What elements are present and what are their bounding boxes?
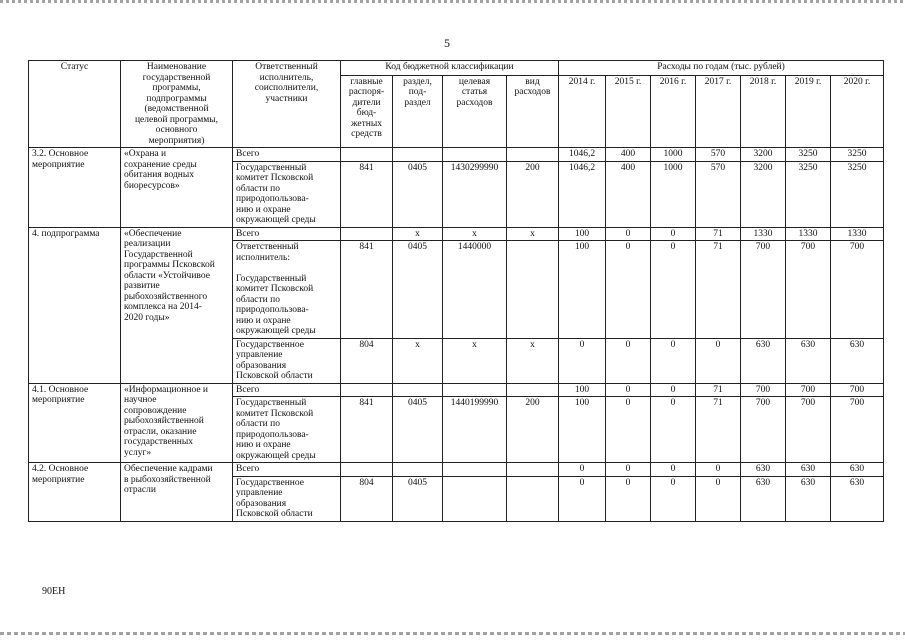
expense-value-cell: 0	[606, 241, 651, 339]
grbs-cell	[341, 227, 393, 241]
text-line: Государственный	[236, 162, 307, 173]
expense-value-cell: 630	[831, 476, 884, 521]
expense-value-cell: 700	[786, 241, 831, 339]
text-line: сохранение среды	[124, 159, 197, 170]
status-cell	[29, 148, 121, 228]
text-line: «Охрана и	[124, 149, 167, 159]
responsible-cell	[233, 476, 341, 521]
text-line: области по	[236, 419, 280, 429]
expense-value-cell: 0	[651, 383, 696, 397]
expense-value-cell: 0	[606, 383, 651, 397]
header-csr	[443, 75, 507, 147]
scan-edge-top	[0, 0, 905, 3]
expense-value-cell: 700	[741, 397, 786, 463]
csr-cell: 1430299990	[443, 161, 507, 227]
table-body	[29, 148, 884, 522]
expense-value-cell: 570	[696, 148, 741, 162]
text-line: области по	[236, 183, 280, 194]
expense-value-cell: 400	[606, 161, 651, 227]
expense-value-cell: 630	[831, 463, 884, 477]
expense-value-cell: 0	[651, 338, 696, 383]
text-line: Наименование	[146, 62, 207, 72]
text-line: управление	[236, 350, 283, 360]
expense-value-cell: 0	[559, 338, 606, 383]
text-line: Обеспечение кадрами	[124, 464, 213, 474]
rzpr-cell: 0405	[393, 397, 443, 463]
grbs-cell: 804	[341, 476, 393, 521]
expense-value-cell: 700	[831, 241, 884, 339]
header-year: 2018 г.	[741, 75, 786, 147]
text-line: Государственный	[236, 398, 307, 408]
header-status: Статус	[29, 61, 121, 148]
header-grbs	[341, 75, 393, 147]
expense-value-cell: 3250	[786, 161, 831, 227]
expense-value-cell: 0	[606, 463, 651, 477]
expense-value-cell: 0	[606, 227, 651, 241]
header-year: 2019 г.	[786, 75, 831, 147]
expense-value-cell: 0	[651, 476, 696, 521]
grbs-cell: 841	[341, 397, 393, 463]
program-name-cell	[121, 383, 233, 463]
text-line: подпрограммы	[146, 93, 207, 104]
text-line: соисполнители,	[254, 83, 319, 93]
text-line: комплекса на 2014-	[124, 302, 202, 312]
text-line: образования	[236, 498, 287, 509]
scan-edge-bottom	[0, 632, 905, 635]
text-line: жетных	[350, 118, 383, 129]
header-program-name	[121, 61, 233, 148]
expense-value-cell: 630	[741, 338, 786, 383]
table-row	[29, 148, 884, 162]
expense-value-cell: 3200	[741, 161, 786, 227]
text-line: расходов	[456, 97, 493, 108]
rzpr-cell: 0405	[393, 161, 443, 227]
text-line: Всего	[236, 384, 260, 395]
text-line: нию и охране	[236, 315, 291, 326]
responsible-cell	[233, 148, 341, 162]
expense-value-cell: 630	[741, 476, 786, 521]
expense-value-cell: 700	[831, 397, 884, 463]
text-line: целевая	[458, 76, 491, 87]
text-line: 4.2. Основное	[32, 464, 89, 474]
header-year: 2020 г.	[831, 75, 884, 147]
csr-cell	[443, 383, 507, 397]
program-name-cell	[121, 148, 233, 228]
text-line: рыбохозяйственной	[124, 416, 204, 426]
text-line: дители	[352, 97, 381, 108]
text-line: Псковской области	[236, 371, 313, 381]
status-cell	[29, 463, 121, 522]
responsible-cell	[233, 463, 341, 477]
text-line: реализации	[124, 239, 171, 249]
table-row	[29, 227, 884, 241]
responsible-cell	[233, 383, 341, 397]
text-line: 2020 годы»	[124, 312, 170, 323]
expense-value-cell: 700	[786, 383, 831, 397]
vr-cell: 200	[507, 161, 559, 227]
vr-cell: х	[507, 227, 559, 241]
rzpr-cell	[393, 383, 443, 397]
responsible-cell	[233, 241, 341, 339]
responsible-cell	[233, 397, 341, 463]
expense-value-cell: 630	[831, 338, 884, 383]
text-line: в рыбохозяйственной	[124, 474, 211, 485]
vr-cell	[507, 463, 559, 477]
expense-value-cell: 1046,2	[559, 148, 606, 162]
expense-value-cell: 0	[606, 397, 651, 463]
responsible-cell	[233, 227, 341, 241]
grbs-cell: 841	[341, 161, 393, 227]
rzpr-cell: 0405	[393, 241, 443, 339]
text-line: программы,	[152, 83, 201, 93]
text-line: окружающей среды	[236, 215, 316, 225]
text-line: программы Псковской	[124, 260, 215, 270]
text-line: участники	[265, 93, 308, 104]
text-line: области по	[236, 294, 280, 305]
expense-value-cell: 100	[559, 227, 606, 241]
grbs-cell	[341, 383, 393, 397]
text-line: расходов	[514, 87, 551, 98]
rzpr-cell	[393, 463, 443, 477]
text-line: под-	[408, 87, 427, 98]
expense-value-cell: 700	[741, 241, 786, 339]
expense-value-cell: 0	[651, 463, 696, 477]
csr-cell	[443, 463, 507, 477]
header-year: 2016 г.	[651, 75, 696, 147]
page-number: 5	[444, 36, 450, 50]
table-row	[29, 383, 884, 397]
text-line: управление	[236, 488, 283, 498]
text-line: средств	[351, 129, 382, 140]
text-line: 4.1. Основное	[32, 384, 89, 395]
expense-value-cell: 400	[606, 148, 651, 162]
expense-value-cell: 1330	[831, 227, 884, 241]
text-line: 3.2. Основное	[32, 149, 89, 159]
expense-value-cell: 630	[741, 463, 786, 477]
expense-value-cell: 71	[696, 227, 741, 241]
expense-value-cell: 0	[606, 476, 651, 521]
text-line: рыбохозяйственного	[124, 291, 208, 302]
expense-value-cell: 1046,2	[559, 161, 606, 227]
text-line: сопровождение	[124, 405, 187, 416]
expense-value-cell: 0	[559, 463, 606, 477]
csr-cell: х	[443, 227, 507, 241]
text-line: распоря-	[348, 87, 385, 98]
text-line: исполнитель,	[259, 72, 314, 83]
header-year: 2014 г.	[559, 75, 606, 147]
text-line: нию и охране	[236, 204, 291, 215]
vr-cell	[507, 476, 559, 521]
rzpr-cell: 0405	[393, 476, 443, 521]
expense-value-cell: 700	[831, 383, 884, 397]
text-line: бюд-	[356, 108, 377, 119]
grbs-cell: 841	[341, 241, 393, 339]
text-line: Государственной	[124, 249, 193, 260]
status-cell	[29, 227, 121, 383]
text-line: комитет Псковской	[236, 173, 314, 183]
expense-value-cell: 3200	[741, 148, 786, 162]
rzpr-cell: х	[393, 338, 443, 383]
header-responsible	[233, 61, 341, 148]
text-line: природопользова-	[236, 305, 309, 315]
text-line: биоресурсов»	[124, 180, 180, 191]
text-line: государственных	[124, 437, 194, 447]
text-line: отрасли	[124, 485, 156, 495]
text-line: Государственный	[236, 273, 307, 284]
text-line: научное	[124, 395, 157, 405]
text-line: окружающей среды	[236, 326, 316, 336]
csr-cell: 1440000	[443, 241, 507, 339]
text-line: Государственное	[236, 477, 304, 488]
expense-value-cell: 0	[696, 338, 741, 383]
csr-cell	[443, 476, 507, 521]
text-line: раздел	[404, 97, 431, 108]
text-line: отрасли, оказание	[124, 426, 197, 437]
expense-value-cell: 0	[651, 227, 696, 241]
rzpr-cell	[393, 148, 443, 162]
csr-cell	[443, 148, 507, 162]
expense-value-cell: 630	[786, 463, 831, 477]
header-year: 2017 г.	[696, 75, 741, 147]
header-rzpr	[393, 75, 443, 147]
expense-value-cell: 700	[786, 397, 831, 463]
text-line: Ответственный	[255, 62, 318, 72]
text-line: области «Устойчивое	[124, 270, 210, 281]
text-line: основного	[155, 125, 198, 135]
text-line: государственной	[142, 72, 211, 83]
header-budget-code: Код бюджетной классификации	[341, 61, 559, 76]
text-line: природопользова-	[236, 194, 309, 204]
grbs-cell: 804	[341, 338, 393, 383]
text-line: нию и охране	[236, 440, 291, 450]
text-line: образования	[236, 360, 287, 371]
text-line: 4. подпрограмма	[32, 228, 100, 239]
responsible-cell	[233, 161, 341, 227]
text-line: комитет Псковской	[236, 408, 314, 419]
header-vr	[507, 75, 559, 147]
expense-value-cell: 0	[651, 397, 696, 463]
header-row-1	[29, 61, 884, 76]
expense-value-cell: 3250	[786, 148, 831, 162]
expense-value-cell: 71	[696, 397, 741, 463]
responsible-cell	[233, 338, 341, 383]
vr-cell	[507, 148, 559, 162]
text-line: окружающей среды	[236, 450, 316, 461]
text-line: исполнитель:	[236, 252, 290, 263]
expense-value-cell: 0	[606, 338, 651, 383]
expense-value-cell: 3250	[831, 161, 884, 227]
text-line: комитет Псковской	[236, 284, 314, 294]
expense-value-cell: 0	[696, 463, 741, 477]
text-line: обитания водных	[124, 170, 195, 180]
expense-value-cell: 1330	[786, 227, 831, 241]
budget-table	[28, 60, 884, 522]
expense-value-cell: 570	[696, 161, 741, 227]
expense-value-cell: 1330	[741, 227, 786, 241]
text-line: вид	[525, 76, 540, 87]
expense-value-cell: 1000	[651, 148, 696, 162]
grbs-cell	[341, 148, 393, 162]
text-line: главные	[350, 76, 383, 87]
footer-code: 90ЕН	[42, 586, 66, 597]
vr-cell	[507, 383, 559, 397]
expense-value-cell: 71	[696, 383, 741, 397]
text-line: мероприятие	[32, 474, 85, 485]
text-line: «Информационное и	[124, 384, 208, 395]
expense-value-cell: 0	[651, 241, 696, 339]
text-line: Псковской области	[236, 509, 313, 519]
text-line: (ведомственной	[144, 104, 209, 114]
text-line: целевой программы,	[134, 114, 219, 125]
status-cell	[29, 383, 121, 463]
vr-cell: х	[507, 338, 559, 383]
header-expenses: Расходы по годам (тыс. рублей)	[559, 61, 884, 76]
header-year: 2015 г.	[606, 75, 651, 147]
text-line: развитие	[124, 281, 160, 291]
expense-value-cell: 700	[741, 383, 786, 397]
csr-cell: х	[443, 338, 507, 383]
expense-value-cell: 0	[696, 476, 741, 521]
text-line	[236, 263, 337, 274]
expense-value-cell: 100	[559, 383, 606, 397]
expense-value-cell: 100	[559, 241, 606, 339]
text-line: мероприятие	[32, 159, 85, 170]
expense-value-cell: 71	[696, 241, 741, 339]
text-line: Всего	[236, 149, 260, 159]
text-line: «Обеспечение	[124, 228, 182, 239]
text-line: мероприятия)	[148, 135, 205, 146]
text-line: Государственное	[236, 339, 304, 350]
rzpr-cell: х	[393, 227, 443, 241]
text-line: Всего	[236, 464, 260, 474]
table-row	[29, 463, 884, 477]
text-line: Всего	[236, 228, 260, 239]
text-line: услуг»	[124, 447, 152, 458]
csr-cell: 1440199990	[443, 397, 507, 463]
expense-value-cell: 3250	[831, 148, 884, 162]
expense-value-cell: 0	[559, 476, 606, 521]
expense-value-cell: 100	[559, 397, 606, 463]
program-name-cell	[121, 463, 233, 522]
vr-cell	[507, 241, 559, 339]
text-line: мероприятие	[32, 395, 85, 405]
vr-cell: 200	[507, 397, 559, 463]
grbs-cell	[341, 463, 393, 477]
expense-value-cell: 630	[786, 338, 831, 383]
expense-value-cell: 1000	[651, 161, 696, 227]
expense-value-cell: 630	[786, 476, 831, 521]
text-line: статья	[461, 87, 488, 98]
text-line: природопользова-	[236, 429, 309, 440]
program-name-cell	[121, 227, 233, 383]
text-line: раздел,	[403, 76, 432, 87]
text-line: Ответственный	[236, 242, 299, 252]
